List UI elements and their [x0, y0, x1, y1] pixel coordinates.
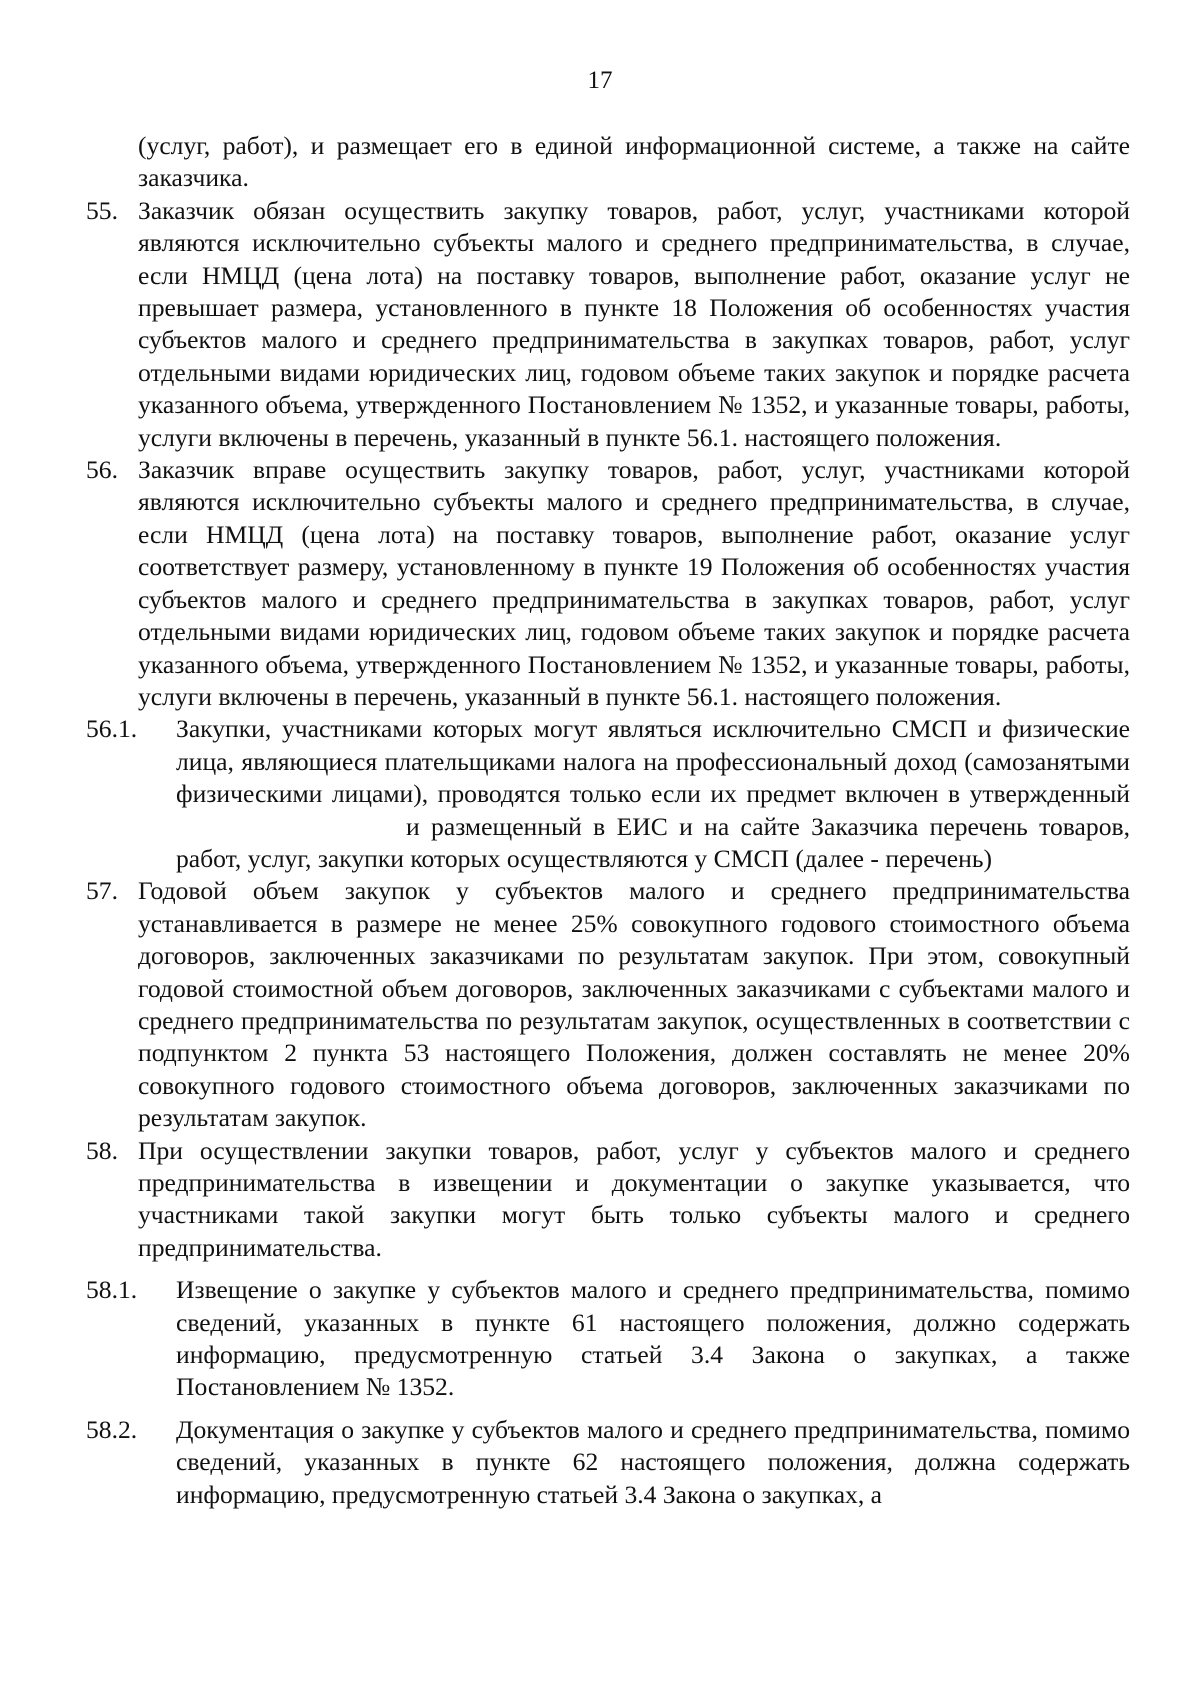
clause-text-part-a: Закупки, участниками которых могут являться исключительно СМСП и физические лица, являющиеся плательщиками налога на профессиональный доход (самозанятыми физическими лицами), проводятся только если их предмет включен в утвержденный	[176, 714, 1130, 809]
clause-text: Годовой объем закупок у субъектов малого и среднего предпринимательства устанавливается в размере не менее 25% совокупного годового стоимостного объема договоров, заключенных заказчиками по результатам закупок. При этом, совокупный годовой стоимостной объем договоров, заключенных заказчиками с субъектами малого и среднего предпринимательства по результатам закупок, осуществленных в соответствии с подпунктом 2 пункта 53 настоящего Положения, должен составлять не менее 20% совокупного годового стоимостного объема договоров, заключенных заказчиками по результатам закупок.	[138, 876, 1130, 1133]
page-number: 17	[587, 67, 613, 94]
continuation-paragraph: (услуг, работ), и размещает его в единой информационной системе, а также на сайте заказчика.	[138, 131, 1130, 193]
clause-57	[86, 875, 1130, 1134]
clause-number: 58.	[86, 1135, 118, 1165]
clause-number: 57.	[86, 876, 118, 906]
clause-number: 55.	[86, 195, 118, 225]
clause-text: Извещение о закупке у субъектов малого и среднего предпринимательства, помимо сведений, указанных в пункте 61 настоящего положения, должно содержать информацию, предусмотренную статьей 3.4 Закона о закупках, а также Постановлением № 1352.	[176, 1275, 1130, 1402]
clause-text: Документация о закупке у субъектов малого и среднего предпринимательства, помимо сведений, указанных в пункте 62 настоящего положения, должна содержать информацию, предусмотренную статьей 3.4 Закона о закупках, а	[176, 1414, 1130, 1509]
clause-text: Заказчик обязан осуществить закупку товаров, работ, услуг, участниками которой являются исключительно субъекты малого и среднего предпринимательства, в случае, если НМЦД (цена лота) на поставку товаров, выполнение работ, оказание услуг не превышает размера, установленного в пункте 18 Положения об особенностях участия субъектов малого и среднего предпринимательства в закупках товаров, работ, услуг отдельными видами юридических лиц, годовом объеме таких закупок и порядке расчета указанного объема, утвержденного Постановлением № 1352, и указанные товары, работы, услуги включены в перечень, указанный в пункте 56.1. настоящего положения.	[138, 195, 1130, 452]
clause-56	[86, 454, 1130, 713]
document-body	[86, 130, 1130, 1511]
clause-number: 58.1.	[86, 1275, 138, 1305]
clause-text-part-b: и размещенный в ЕИС и на сайте Заказчика перечень товаров, работ, услуг, закупки которых осуществляются у СМСП (далее - перечень)	[176, 811, 1130, 873]
clause-text: Заказчик вправе осуществить закупку товаров, работ, услуг, участниками которой являются исключительно субъекты малого и среднего предпринимательства, в случае, если НМЦД (цена лота) на поставку товаров, выполнение работ, оказание услуг соответствует размеру, установленному в пункте 19 Положения об особенностях участия субъектов малого и среднего предпринимательства в закупках товаров, работ, услуг отдельными видами юридических лиц, годовом объеме таких закупок и порядке расчета указанного объема, утвержденного Постановлением № 1352, и указанные товары, работы, услуги включены в перечень, указанный в пункте 56.1. настоящего положения.	[138, 455, 1130, 711]
clause-text: При осуществлении закупки товаров, работ, услуг у субъектов малого и среднего предпринимательства в извещении и документации о закупке указывается, что участниками такой закупки могут быть только субъекты малого и среднего предпринимательства.	[138, 1135, 1130, 1262]
clause-58	[86, 1135, 1130, 1265]
clause-text	[176, 713, 1130, 875]
clause-number: 56.1.	[86, 714, 138, 744]
clause-58-2	[86, 1414, 1130, 1511]
clause-number: 58.2.	[86, 1414, 138, 1444]
clause-number: 56.	[86, 455, 118, 485]
clause-56-1	[86, 713, 1130, 875]
clause-58-1	[86, 1274, 1130, 1404]
clause-55	[86, 195, 1130, 454]
